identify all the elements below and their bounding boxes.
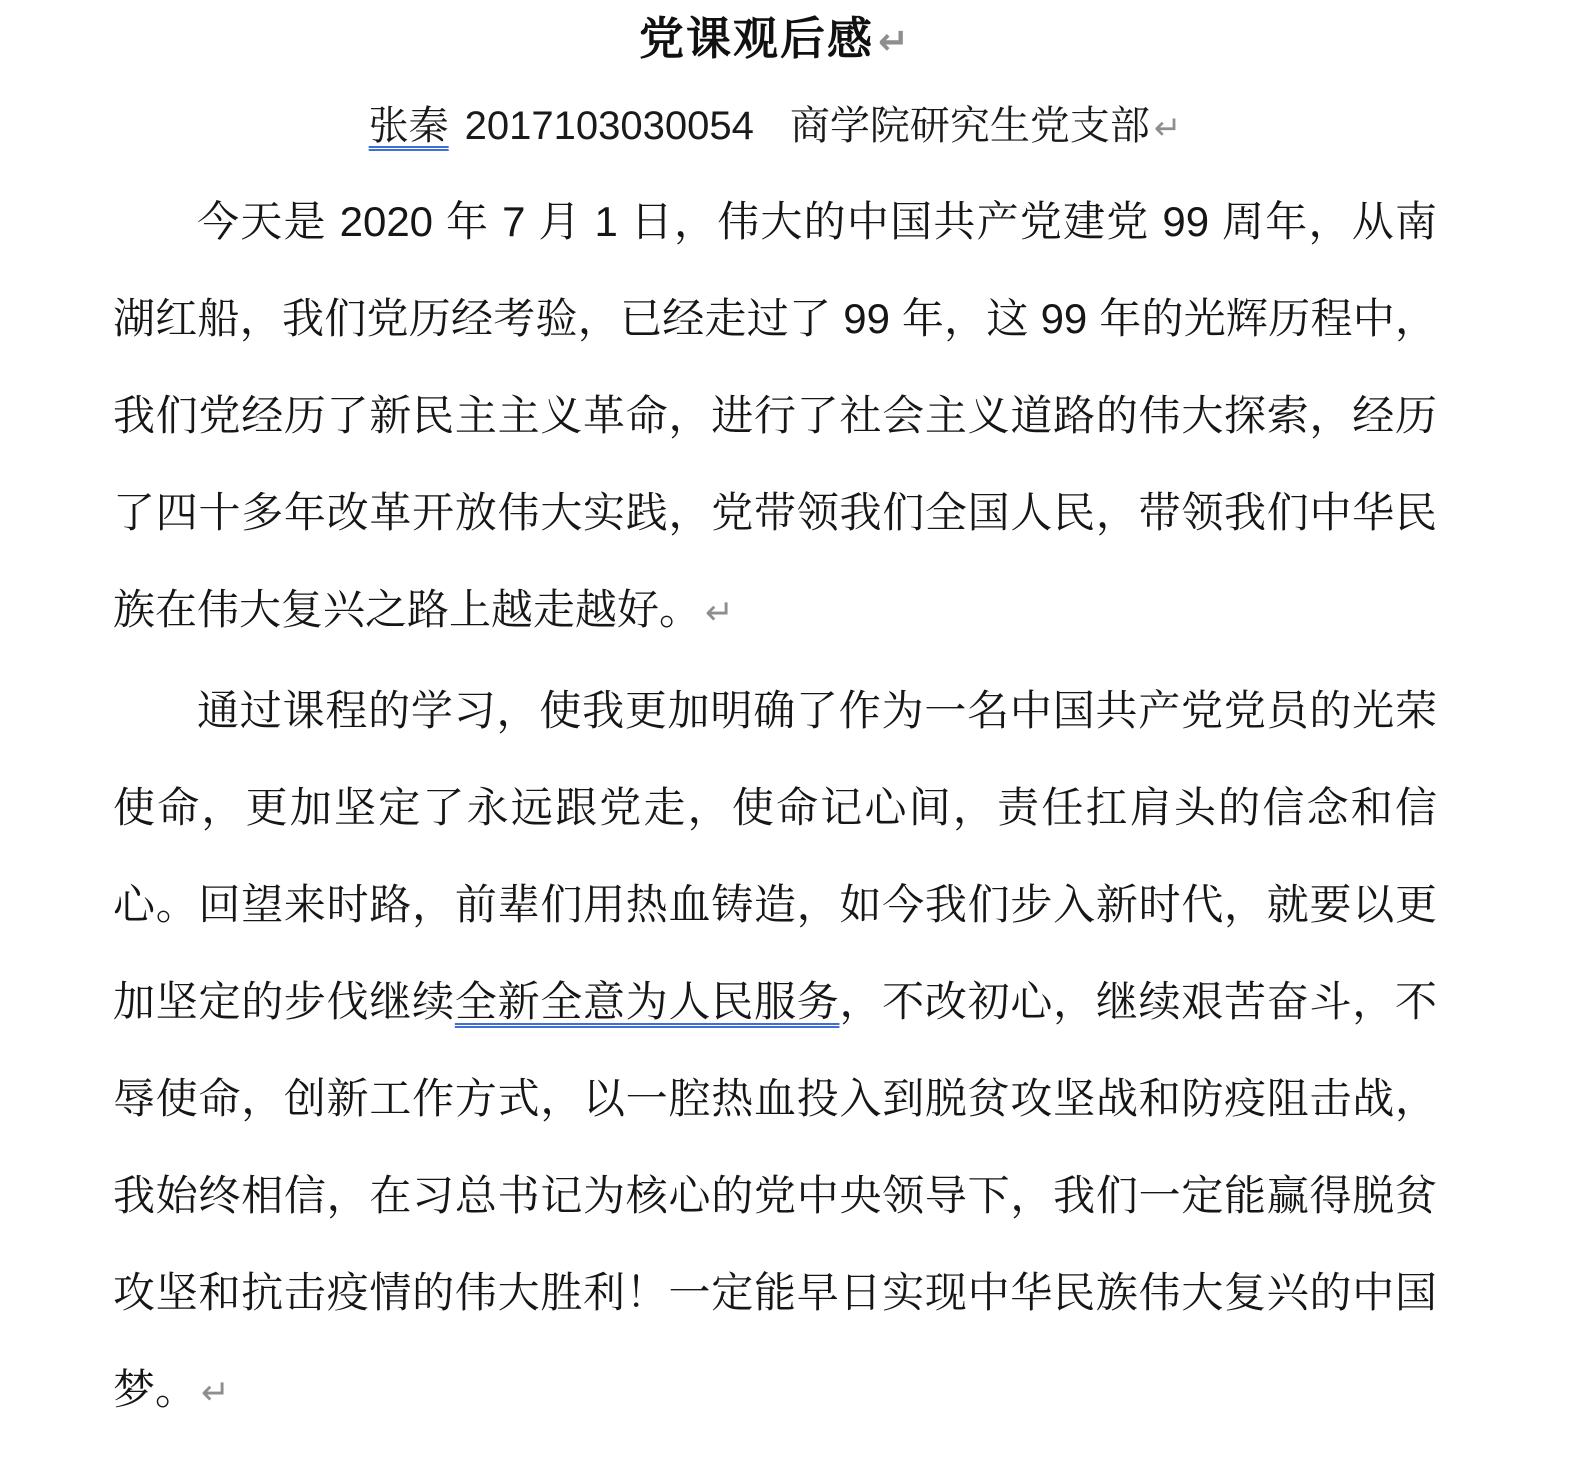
page-title [113, 10, 1437, 71]
student-id: 2017103030054 [464, 104, 754, 148]
document-title-text: 党课观后感 [639, 13, 875, 64]
paragraph-text-segment: ，不改初心，继续艰苦奋斗，不辱使命，创新工作方式，以一腔热血投入到脱贫攻坚战和防疫阻击战，我始终相信，在习总书记为核心的党中央领导下，我们一定能赢得脱贫攻坚和抗击疫情的伟大胜利！一定能早日实现中华民族伟大复兴的中国梦。 [113, 978, 1437, 1413]
paragraph-mark-icon: ↵ [878, 21, 911, 62]
body-paragraph-1 [113, 173, 1437, 662]
author-name: 张秦 [368, 104, 449, 148]
paragraph-text-segment: 今天是 2020 年 7 月 1 日，伟大的中国共产党建党 99 周年，从南湖红船，我们党历经考验，已经走过了 99 年，这 99 年的光辉历程中，我们党经历了新民主主义革命，进行了社会主义道路的伟大探索，经历了四十多年改革开放伟大实践，党带领我们全国人民，带领我们中华民族在伟大复兴之路上越走越好。 [113, 198, 1437, 633]
body-paragraph-2 [113, 662, 1437, 1442]
paragraph-mark-icon: ↵ [1153, 109, 1182, 146]
byline [113, 97, 1437, 157]
grammar-flagged-text: 全新全意为人民服务 [454, 978, 840, 1025]
party-branch-name: 商学院研究生党支部 [789, 104, 1150, 148]
paragraph-mark-icon: ↵ [705, 594, 734, 632]
paragraph-text-segment: 通过课程的学习，使我更加明确了作为一名中国共产党党员的光荣使命，更加坚定了永远跟党走，使命记心间，责任扛肩头的信念和信心。回望来时路，前辈们用热血铸造，如今我们步入新时代，就要以更加坚定的步伐继续 [113, 687, 1437, 1025]
paragraph-mark-icon: ↵ [201, 1374, 230, 1412]
